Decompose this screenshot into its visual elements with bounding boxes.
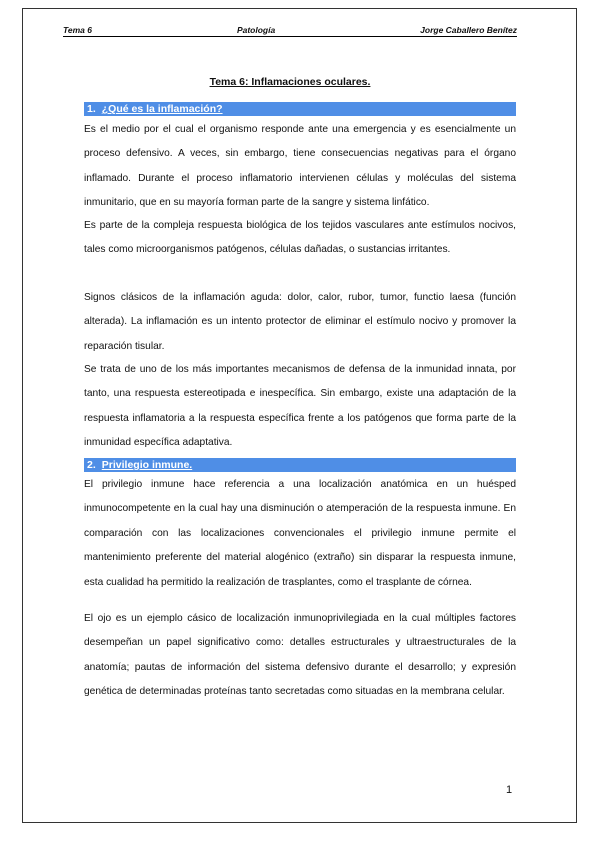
paragraph: Signos clásicos de la inflamación aguda: dolor, calor, rubor, tumor, functio laesa (función alterada). La inflamación es un intento protector de eliminar el estímulo nocivo y promover la reparación tisular. — [84, 292, 516, 352]
header-topic: Tema 6 — [63, 25, 92, 35]
paragraph: Es parte de la compleja respuesta biológica de los tejidos vasculares ante estímulos nocivos, tales como microorganismos patógenos, células dañadas, o sustancias irritantes. — [84, 220, 516, 256]
header-subject: Patología — [236, 25, 276, 35]
section-title: Privilegio inmune. — [101, 459, 193, 471]
paragraph: Es el medio por el cual el organismo responde ante una emergencia y es esencialmente un proceso defensivo. A veces, sin embargo, tiene consecuencias negativas para el órgano inflamado. Durante el proceso inflamatorio intervienen células y moléculas del sistema inmunitario, que en su mayoría forman parte de la sangre y sistema linfático. — [84, 124, 516, 209]
page-header — [63, 25, 517, 37]
paragraph: El ojo es un ejemplo cásico de localización inmunoprivilegiada en la cual múltiples factores desempeñan un papel significativo como: detalles estructurales y ultraestructurales de la anatomía; pautas de información del sistema defensivo durante el desarrollo; y expresión genética de determinadas proteínas tanto secretadas como situadas en la membrana celular. — [84, 613, 516, 698]
section-heading-1 — [84, 102, 516, 116]
paragraph: El privilegio inmune hace referencia a una localización anatómica en un huésped inmunocompetente en la cual hay una disminución o atemperación de la respuesta inmune. En comparación con las localizaciones convencionales el privilegio inmune permite el mantenimiento preferente del material alogénico (extraño) sin disparar la respuesta inmune, esta cualidad ha permitido la realización de trasplantes, como el trasplante de córnea. — [84, 479, 516, 588]
section-number: 1. — [87, 103, 96, 115]
page-number: 1 — [506, 784, 513, 796]
section-heading-2 — [84, 458, 516, 472]
paragraph: Se trata de uno de los más importantes mecanismos de defensa de la inmunidad innata, por tanto, una respuesta estereotipada e inespecífica. Sin embargo, existe una adaptación de la respuesta inflamatoria a la respuesta específica frente a los patógenos que forma parte de la inmunidad específica adaptativa. — [84, 364, 516, 449]
section-number: 2. — [87, 459, 96, 471]
header-author: Jorge Caballero Benítez — [420, 25, 517, 35]
document-title: Tema 6: Inflamaciones oculares. — [209, 76, 371, 88]
section-title: ¿Qué es la inflamación? — [101, 103, 223, 115]
